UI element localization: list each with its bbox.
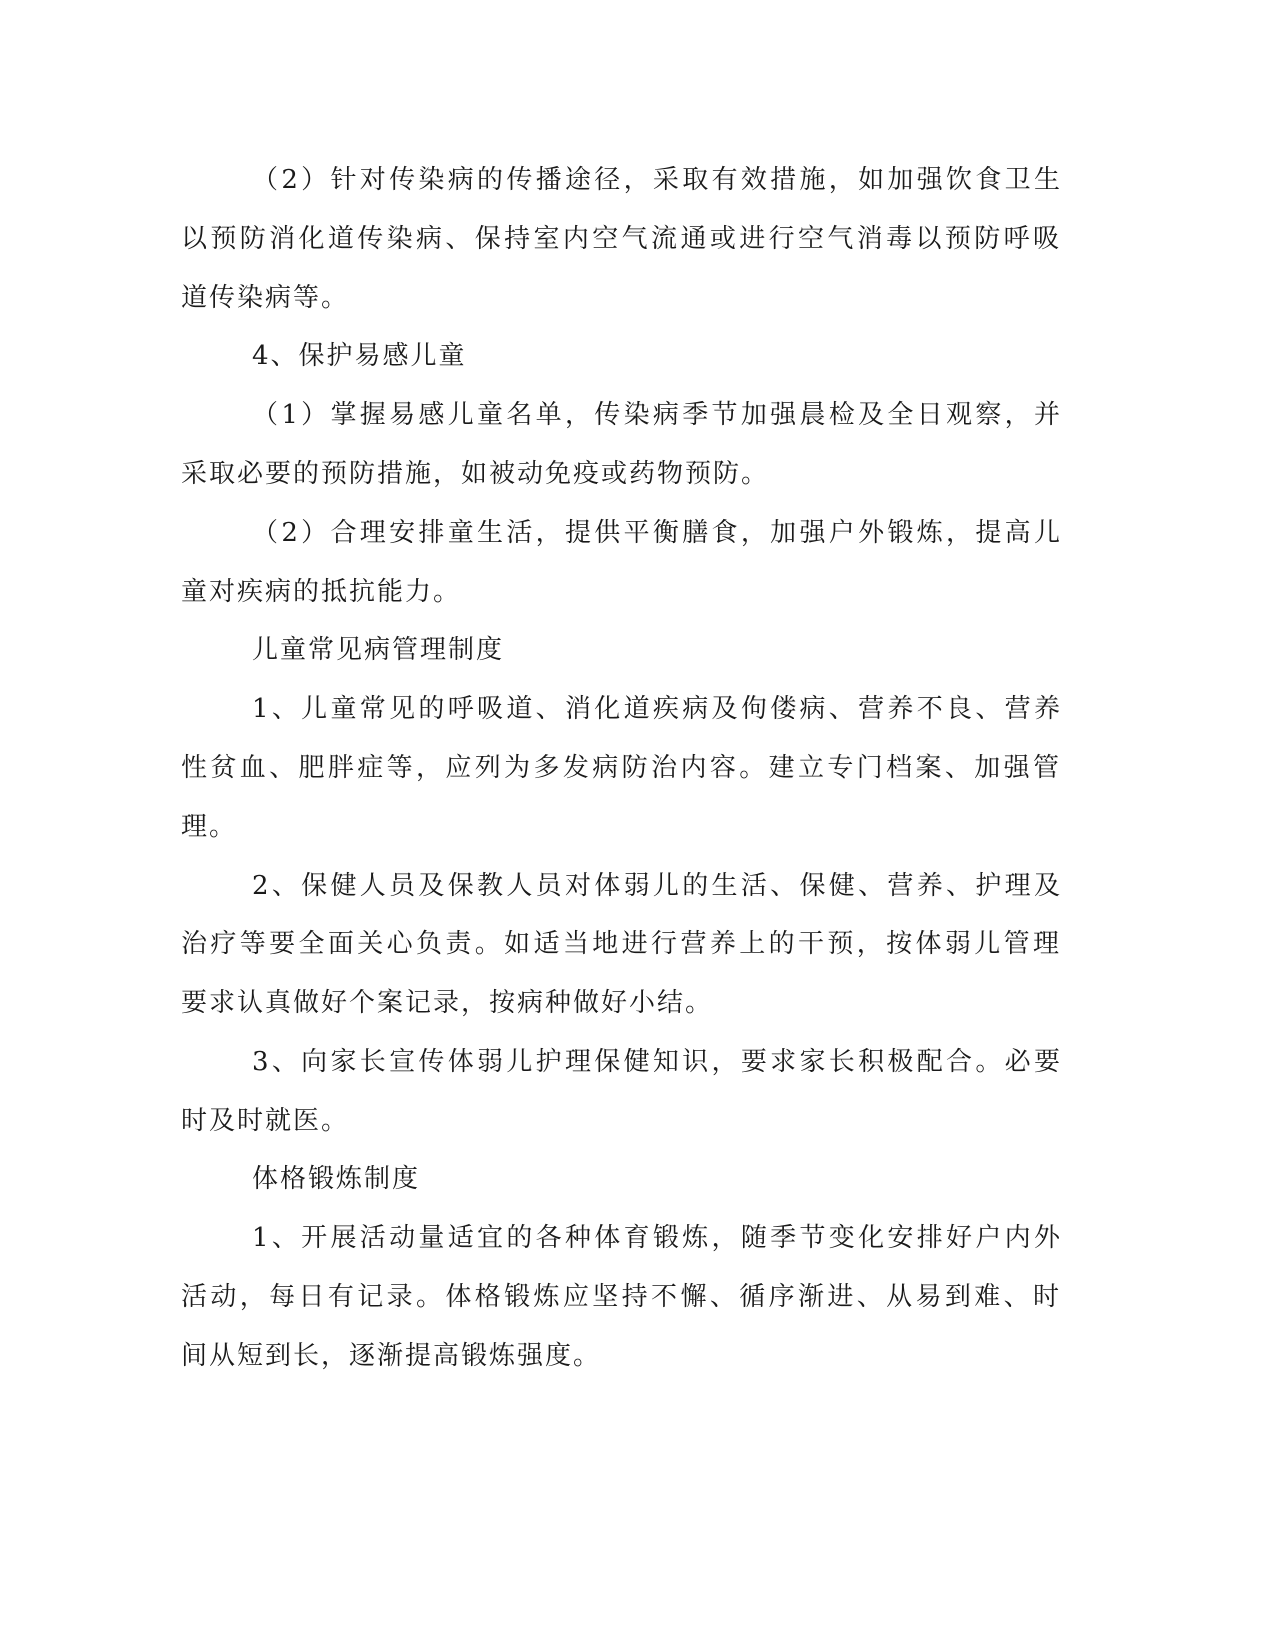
paragraph-line: 1、开展活动量适宜的各种体育锻炼，随季节变化安排好户内外 (252, 1223, 1062, 1253)
paragraph-line: 1、儿童常见的呼吸道、消化道疾病及佝偻病、营养不良、营养 (252, 694, 1062, 724)
paragraph-line: 理。 (181, 812, 238, 842)
section-heading: 4、保护易感儿童 (252, 341, 467, 371)
paragraph-line: 以预防消化道传染病、保持室内空气流通或进行空气消毒以预防呼吸 (181, 224, 1061, 254)
paragraph-line: 要求认真做好个案记录，按病种做好小结。 (181, 988, 714, 1018)
section-title: 儿童常见病管理制度 (252, 635, 505, 665)
paragraph-line: 间从短到长，逐渐提高锻炼强度。 (181, 1341, 602, 1371)
paragraph-line: （2）合理安排童生活，提供平衡膳食，加强户外锻炼，提高儿 (252, 518, 1062, 548)
paragraph-line: （2）针对传染病的传播途径，采取有效措施，如加强饮食卫生 (252, 165, 1062, 195)
paragraph-line: 道传染病等。 (181, 283, 350, 313)
paragraph-line: 治疗等要全面关心负责。如适当地进行营养上的干预，按体弱儿管理 (181, 929, 1061, 959)
paragraph-line: （1）掌握易感儿童名单，传染病季节加强晨检及全日观察，并 (252, 400, 1062, 430)
paragraph-line: 童对疾病的抵抗能力。 (181, 577, 462, 607)
paragraph-line: 时及时就医。 (181, 1106, 350, 1136)
section-title: 体格锻炼制度 (252, 1164, 421, 1194)
paragraph-line: 2、保健人员及保教人员对体弱儿的生活、保健、营养、护理及 (252, 871, 1062, 901)
paragraph-line: 3、向家长宣传体弱儿护理保健知识，要求家长积极配合。必要 (252, 1047, 1062, 1077)
paragraph-line: 活动，每日有记录。体格锻炼应坚持不懈、循序渐进、从易到难、时 (181, 1282, 1061, 1312)
paragraph-line: 采取必要的预防措施，如被动免疫或药物预防。 (181, 459, 770, 489)
paragraph-line: 性贫血、肥胖症等，应列为多发病防治内容。建立专门档案、加强管 (181, 753, 1061, 783)
